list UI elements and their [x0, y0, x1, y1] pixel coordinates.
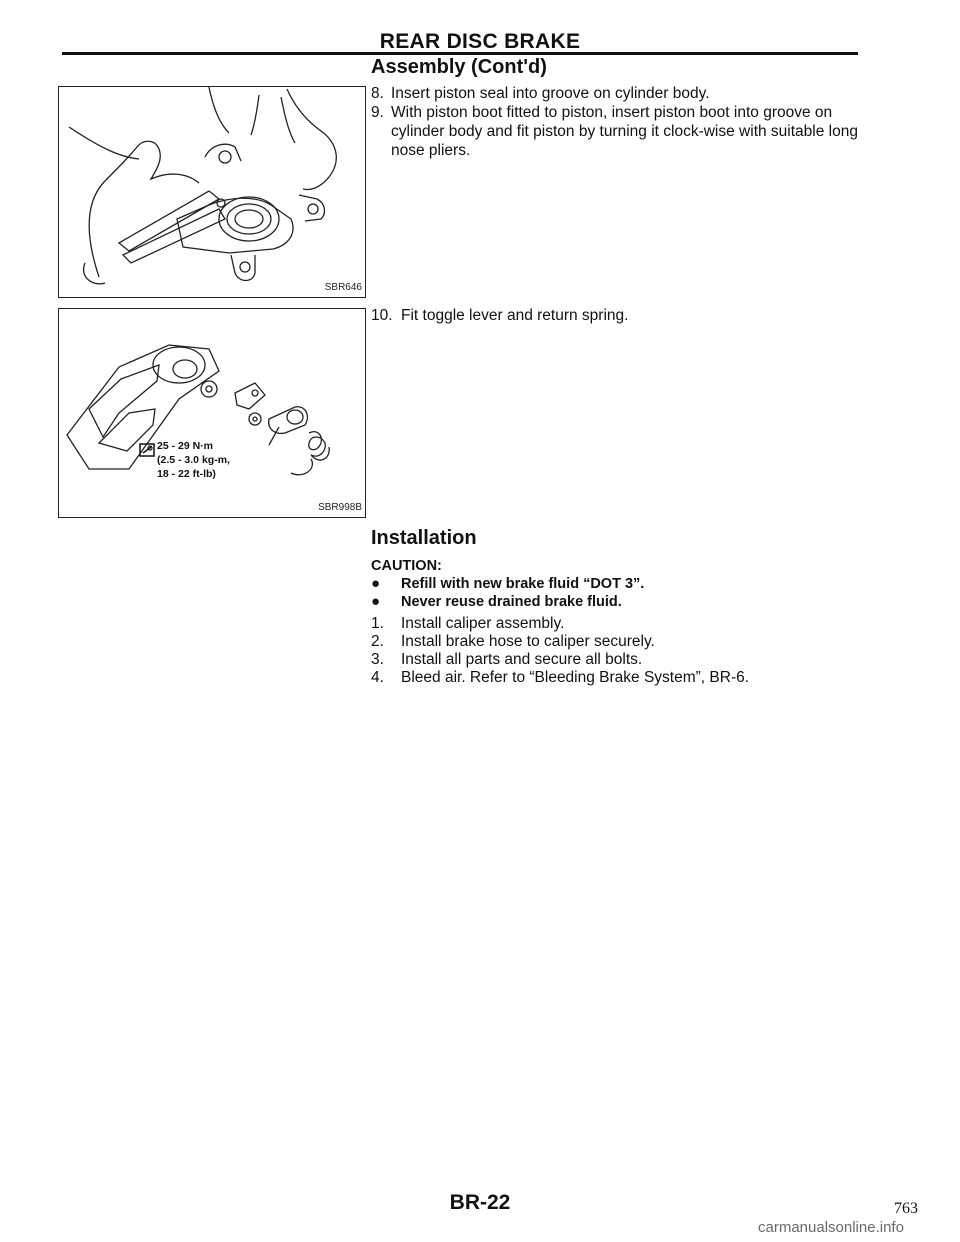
page-label: BR-22: [449, 1191, 511, 1214]
caliper-toggle-lever-illustration: [59, 309, 365, 517]
torque-wrench-icon: [139, 443, 155, 457]
figure-toggle-lever: [58, 308, 366, 518]
step-number: 9.: [371, 104, 384, 121]
page-header-title: REAR DISC BRAKE: [379, 30, 581, 53]
step-number: 1.: [371, 615, 384, 632]
bullet-dot-icon: ●: [371, 593, 381, 610]
step-number: 4.: [371, 669, 384, 686]
figure-pliers-piston: [58, 86, 366, 298]
watermark: carmanualsonline.info: [758, 1219, 904, 1236]
step-text: Install all parts and secure all bolts.: [401, 651, 643, 668]
section-title-assembly: Assembly (Cont'd): [371, 56, 547, 78]
caution-text: Refill with new brake fluid “DOT 3”.: [401, 576, 645, 592]
step-number: 10.: [371, 307, 393, 324]
torque-spec: [157, 439, 230, 481]
caution-label: CAUTION:: [371, 558, 442, 574]
caution-text: Never reuse drained brake fluid.: [401, 594, 622, 610]
step-text: Bleed air. Refer to “Bleeding Brake System”, BR-6.: [401, 669, 750, 686]
section-title-installation: Installation: [371, 527, 477, 549]
torque-spec-ftlb: 18 - 22 ft-lb): [157, 468, 216, 480]
step-text: Install caliper assembly.: [401, 615, 565, 632]
page-number: 763: [894, 1200, 918, 1217]
step-text: Install brake hose to caliper securely.: [401, 633, 655, 650]
figure-code: SBR998B: [318, 502, 362, 513]
step-text: With piston boot fitted to piston, insert piston boot into groove on cylinder body and fit piston by turning it clock-wise with suitable long nose pliers.: [391, 104, 858, 159]
step-number: 8.: [371, 85, 384, 102]
step-number: 2.: [371, 633, 384, 650]
figure-code: SBR646: [324, 282, 362, 293]
step-number: 3.: [371, 651, 384, 668]
bullet-dot-icon: ●: [371, 575, 381, 592]
header-rule: [62, 52, 858, 55]
pliers-piston-illustration: [59, 87, 365, 297]
step-text: Fit toggle lever and return spring.: [401, 307, 629, 324]
torque-spec-kgm: (2.5 - 3.0 kg-m,: [157, 454, 230, 466]
torque-spec-nm: 25 - 29 N·m: [157, 440, 214, 452]
step-text: Insert piston seal into groove on cylinder body.: [391, 85, 710, 102]
